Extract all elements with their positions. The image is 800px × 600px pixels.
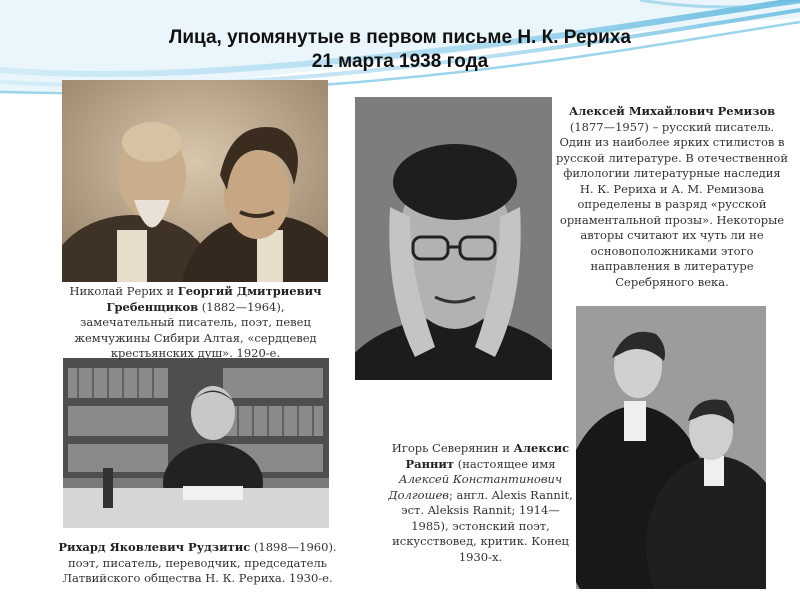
caption-real-name-rannit: Алексей Константинович Долгошев	[388, 472, 563, 502]
slide-title	[0, 26, 800, 74]
caption-roerich-grebenshchikov: Николай Рерих и Георгий Дмитриевич Гребенщиков (1882—1964), замечательный писатель, поэт, певец жемчужины Сибири Алтая, «сердцевед крестьянских душ». 1920-е.	[69, 284, 322, 360]
caption-name-rannit: Алексис Раннит	[405, 441, 570, 471]
title-line-1: Лица, упомянутые в первом письме Н. К. Рериха	[169, 27, 631, 48]
caption-text-rannit: ; англ. Alexis Rannit, эст. Aleksis Rannit; 1914—1985), эстонский поэт, искусствовед, критик. Конец 1930-х.	[392, 487, 573, 564]
photo-remizov	[355, 97, 552, 380]
photo-severyanin-rannit	[576, 306, 766, 589]
caption-remizov	[556, 104, 788, 290]
caption-name-severyanin: Игорь Северянин	[391, 441, 499, 455]
caption-text-grebenshchikov: (1882—1964), замечательный писатель, поэт, певец жемчужины Сибири Алтая, «сердцевед крестьянских душ». 1920-е.	[74, 299, 317, 360]
caption-text-rudzitis: (1898—1960). поэт, писатель, переводчик, председатель Латвийского общества Н. К. Рериха. 1930-е.	[62, 540, 337, 585]
caption-name-rudzitis: Рихард Яковлевич Рудзитис	[58, 540, 251, 554]
caption-text-remizov: (1877—1957) – русский писатель. Один из наиболее ярких стилистов в русской литературе. В отечественной филологии литературные наследия Н. К. Рериха и А. М. Ремизова определены в разряд «русской орнаментальной прозы». Некоторые авторы считают их чуть ли не основоположниками этого направления в литературе Серебряного века.	[556, 119, 789, 289]
photo-roerich-grebenshchikov	[62, 80, 328, 282]
caption-severyanin-rannit: Игорь Северянин и Алексис Раннит (настоящее имя Алексей Константинович Долгошев; англ. Alexis Rannit, эст. Aleksis Rannit; 1914—1985), эстонский поэт, искусствовед, критик. Конец 1930-х.	[388, 441, 573, 564]
caption-name-roerich: Николай Рерих	[69, 284, 163, 298]
caption-rudzitis	[55, 540, 340, 587]
caption-name-grebenshchikov: Георгий Дмитриевич Гребенщиков	[106, 284, 322, 314]
title-line-2: 21 марта 1938 года	[311, 51, 489, 72]
photo-rudzitis	[63, 358, 329, 528]
caption-name-remizov: Алексей Михайлович Ремизов	[568, 104, 776, 118]
